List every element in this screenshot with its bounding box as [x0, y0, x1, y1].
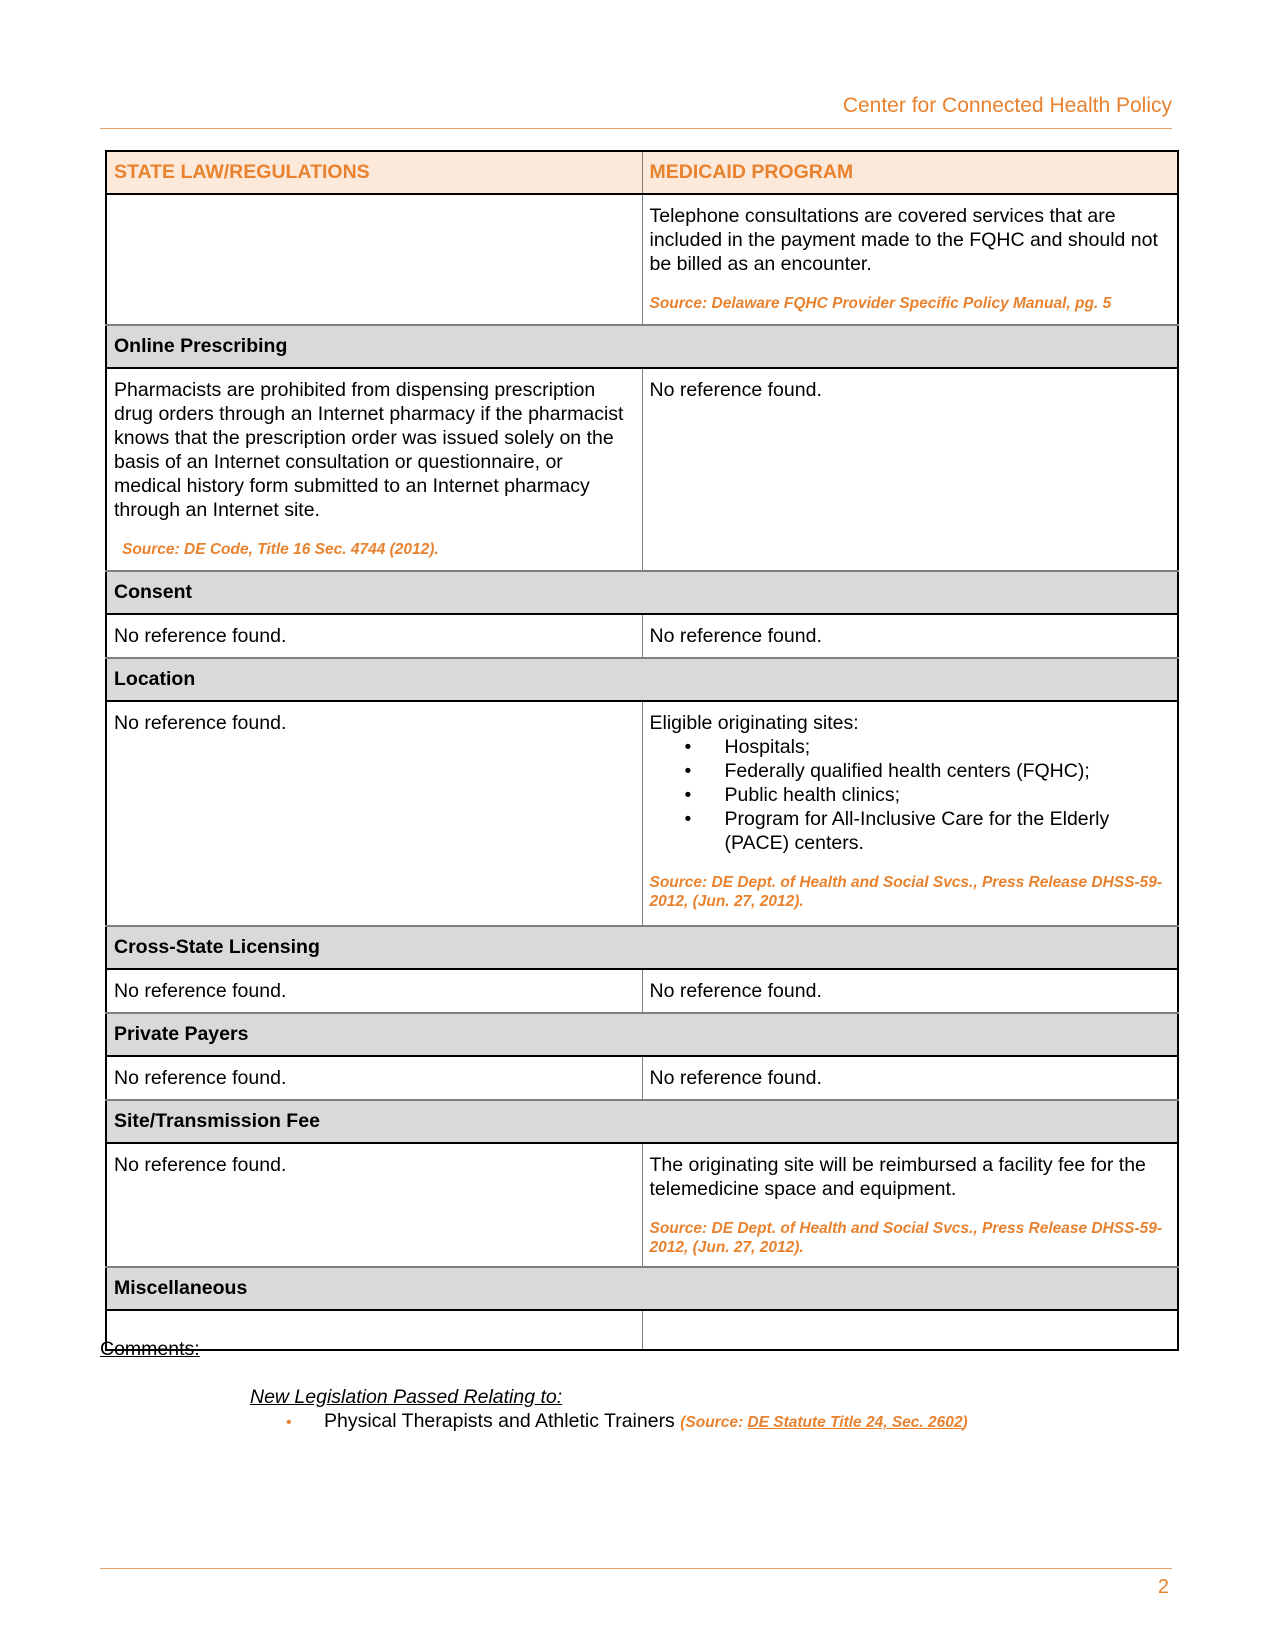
table-row	[106, 1310, 1178, 1350]
state-cell	[106, 368, 642, 571]
medicaid-cell	[642, 1310, 1178, 1350]
source-citation: Source: DE Code, Title 16 Sec. 4744 (2012).	[122, 541, 439, 558]
legislation-text: Physical Therapists and Athletic Trainers	[324, 1410, 675, 1432]
table-header-row	[106, 151, 1178, 194]
medicaid-cell: No reference found.	[642, 969, 1178, 1013]
medicaid-cell: No reference found.	[642, 368, 1178, 571]
list-item: • Federally qualified health centers (FQHC);	[725, 759, 1171, 783]
page-number: 2	[1157, 1576, 1169, 1598]
section-row-consent	[106, 571, 1178, 614]
column-header-medicaid: MEDICAID PROGRAM	[642, 151, 1178, 194]
section-title: Private Payers	[106, 1013, 1178, 1056]
table-row	[106, 368, 1178, 571]
medicaid-intro: Eligible originating sites:	[649, 712, 859, 734]
list-item: • Hospitals;	[725, 735, 1171, 759]
section-row-miscellaneous	[106, 1267, 1178, 1310]
section-row-private-payers	[106, 1013, 1178, 1056]
column-header-state: STATE LAW/REGULATIONS	[106, 151, 642, 194]
table-row	[106, 969, 1178, 1013]
medicaid-cell: No reference found.	[642, 1056, 1178, 1100]
source-prefix: (Source:	[680, 1414, 748, 1431]
table-row	[106, 194, 1178, 325]
table-row	[106, 614, 1178, 658]
footer-divider	[100, 1568, 1172, 1569]
section-title: Site/Transmission Fee	[106, 1100, 1178, 1143]
medicaid-cell	[642, 1143, 1178, 1267]
header-title: Center for Connected Health Policy	[842, 94, 1172, 117]
source-citation: Source: DE Dept. of Health and Social Svcs., Press Release DHSS-59-2012, (Jun. 27, 2012).	[649, 874, 1163, 910]
source-citation	[680, 1414, 967, 1431]
section-title: Miscellaneous	[106, 1267, 1178, 1310]
section-title: Consent	[106, 571, 1178, 614]
list-item: • Public health clinics;	[725, 783, 1171, 807]
state-cell	[106, 194, 642, 325]
section-row-online-prescribing	[106, 325, 1178, 368]
source-suffix: )	[962, 1414, 968, 1431]
medicaid-text: Telephone consultations are covered services that are included in the payment made to the FQHC and should not be billed as an encounter.	[649, 205, 1158, 275]
originating-sites-list	[650, 735, 1171, 855]
medicaid-cell	[642, 194, 1178, 325]
state-cell: No reference found.	[106, 614, 642, 658]
section-row-location	[106, 658, 1178, 701]
table-row	[106, 701, 1178, 926]
list-item: • Program for All-Inclusive Care for the Elderly (PACE) centers.	[725, 807, 1171, 855]
table-row	[106, 1056, 1178, 1100]
state-cell: No reference found.	[106, 1143, 642, 1267]
bullet-icon: •	[286, 1414, 292, 1431]
section-title: Location	[106, 658, 1178, 701]
medicaid-cell	[642, 701, 1178, 926]
source-citation: Source: Delaware FQHC Provider Specific Policy Manual, pg. 5	[649, 295, 1112, 312]
state-cell: No reference found.	[106, 1056, 642, 1100]
section-row-cross-state-licensing	[106, 926, 1178, 969]
policy-table	[105, 150, 1179, 1351]
header-divider	[100, 128, 1172, 129]
legislation-list-item	[250, 1410, 968, 1433]
state-cell: No reference found.	[106, 969, 642, 1013]
legislation-heading: New Legislation Passed Relating to:	[250, 1386, 563, 1408]
medicaid-text: The originating site will be reimbursed a facility fee for the telemedicine space and equipment.	[649, 1154, 1146, 1200]
section-title: Online Prescribing	[106, 325, 1178, 368]
medicaid-cell: No reference found.	[642, 614, 1178, 658]
section-row-site-transmission-fee	[106, 1100, 1178, 1143]
section-title: Cross-State Licensing	[106, 926, 1178, 969]
state-cell: No reference found.	[106, 701, 642, 926]
statute-link[interactable]: DE Statute Title 24, Sec. 2602	[747, 1414, 963, 1431]
comments-label: Comments:	[100, 1338, 200, 1360]
source-citation: Source: DE Dept. of Health and Social Svcs., Press Release DHSS-59-2012, (Jun. 27, 2012).	[649, 1220, 1163, 1256]
state-text: Pharmacists are prohibited from dispensing prescription drug orders through an Internet pharmacy if the pharmacist knows that the prescription order was issued solely on the basis of an Internet consultation or questionnaire, or medical history form submitted to an Internet pharmacy through an Internet site.	[114, 379, 624, 521]
table-row	[106, 1143, 1178, 1267]
